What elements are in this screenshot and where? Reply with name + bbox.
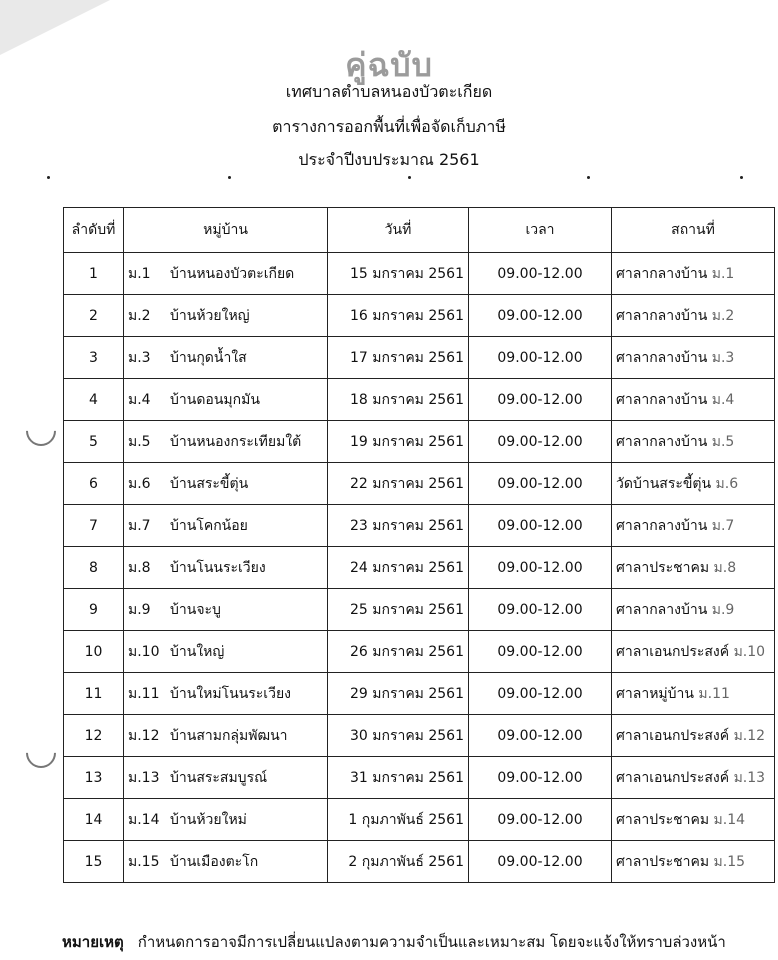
cell-village (124, 295, 328, 337)
cell-time: 09.00-12.00 (469, 715, 612, 757)
table-row (64, 337, 775, 379)
location-moo: ม.7 (711, 517, 735, 534)
cell-order: 7 (64, 505, 124, 547)
table-row (64, 463, 775, 505)
cell-location (612, 589, 775, 631)
cell-village (124, 505, 328, 547)
cell-order: 6 (64, 463, 124, 505)
cell-time: 09.00-12.00 (469, 379, 612, 421)
location-name: ศาลากลางบ้าน (616, 517, 708, 534)
cell-time: 09.00-12.00 (469, 799, 612, 841)
cell-date: 22 มกราคม 2561 (328, 463, 469, 505)
cell-time: 09.00-12.00 (469, 757, 612, 799)
village-moo: ม.2 (128, 307, 151, 324)
cell-village (124, 757, 328, 799)
table-row (64, 757, 775, 799)
scan-speck (228, 176, 231, 179)
cell-location (612, 673, 775, 715)
cell-location (612, 547, 775, 589)
village-moo: ม.11 (128, 685, 160, 702)
cell-village (124, 841, 328, 883)
cell-village (124, 715, 328, 757)
location-name: ศาลากลางบ้าน (616, 433, 708, 450)
cell-order: 2 (64, 295, 124, 337)
table-row (64, 673, 775, 715)
cell-location (612, 379, 775, 421)
cell-date: 17 มกราคม 2561 (328, 337, 469, 379)
cell-order: 3 (64, 337, 124, 379)
cell-order: 12 (64, 715, 124, 757)
location-moo: ม.11 (698, 685, 730, 702)
village-name: บ้านห้วยใหญ่ (170, 307, 250, 324)
village-moo: ม.15 (128, 853, 160, 870)
cell-location (612, 337, 775, 379)
village-name: บ้านหนองกระเทียมใต้ (170, 433, 302, 450)
cell-order: 13 (64, 757, 124, 799)
cell-location (612, 505, 775, 547)
cell-order: 11 (64, 673, 124, 715)
location-name: ศาลาเอนกประสงค์ (616, 727, 730, 744)
table-row (64, 505, 775, 547)
location-moo: ม.15 (713, 853, 746, 870)
location-moo: ม.2 (711, 307, 735, 324)
location-name: ศาลาเอนกประสงค์ (616, 769, 730, 786)
location-name: ศาลากลางบ้าน (616, 391, 708, 408)
cell-location (612, 253, 775, 295)
column-header-time: เวลา (469, 208, 612, 253)
scan-speck (740, 176, 743, 179)
cell-village (124, 547, 328, 589)
table-row (64, 715, 775, 757)
location-name: ศาลาประชาคม (616, 811, 710, 828)
village-name: บ้านสระขี้ตุ่น (170, 475, 249, 492)
cell-time: 09.00-12.00 (469, 841, 612, 883)
location-name: ศาลากลางบ้าน (616, 601, 708, 618)
village-name: บ้านกุดน้ำใส (170, 349, 247, 366)
location-name: ศาลาเอนกประสงค์ (616, 643, 730, 660)
cell-village (124, 589, 328, 631)
location-moo: ม.8 (713, 559, 737, 576)
cell-date: 19 มกราคม 2561 (328, 421, 469, 463)
binder-hole (20, 732, 62, 774)
column-header-location: สถานที่ (612, 208, 775, 253)
location-moo: ม.14 (713, 811, 746, 828)
scan-speck (47, 176, 50, 179)
cell-order: 14 (64, 799, 124, 841)
village-moo: ม.1 (128, 265, 151, 282)
location-name: ศาลากลางบ้าน (616, 265, 708, 282)
village-moo: ม.7 (128, 517, 151, 534)
cell-date: 26 มกราคม 2561 (328, 631, 469, 673)
cell-location (612, 631, 775, 673)
cell-time: 09.00-12.00 (469, 589, 612, 631)
cell-order: 5 (64, 421, 124, 463)
cell-time: 09.00-12.00 (469, 673, 612, 715)
village-name: บ้านสามกลุ่มพัฒนา (170, 727, 288, 744)
cell-date: 16 มกราคม 2561 (328, 295, 469, 337)
document-title-org: เทศบาลตำบลหนองบัวตะเกียด (285, 82, 493, 101)
table-row (64, 295, 775, 337)
cell-time: 09.00-12.00 (469, 505, 612, 547)
binder-hole (20, 410, 62, 452)
cell-village (124, 337, 328, 379)
cell-order: 1 (64, 253, 124, 295)
cell-village (124, 421, 328, 463)
cell-location (612, 841, 775, 883)
cell-location (612, 715, 775, 757)
location-moo: ม.12 (733, 727, 766, 744)
village-name: บ้านสระสมบูรณ์ (170, 769, 268, 786)
village-name: บ้านโนนระเวียง (170, 559, 266, 576)
village-moo: ม.6 (128, 475, 151, 492)
cell-order: 8 (64, 547, 124, 589)
scan-speck (587, 176, 590, 179)
document-title-schedule: ตารางการออกพื้นที่เพื่อจัดเก็บภาษี (272, 117, 506, 136)
cell-date: 25 มกราคม 2561 (328, 589, 469, 631)
village-name: บ้านห้วยใหม่ (170, 811, 247, 828)
cell-date: 15 มกราคม 2561 (328, 253, 469, 295)
location-moo: ม.1 (711, 265, 735, 282)
cell-order: 10 (64, 631, 124, 673)
location-moo: ม.4 (711, 391, 735, 408)
cell-date: 29 มกราคม 2561 (328, 673, 469, 715)
location-moo: ม.3 (711, 349, 735, 366)
cell-order: 4 (64, 379, 124, 421)
cell-date: 2 กุมภาพันธ์ 2561 (328, 841, 469, 883)
cell-date: 23 มกราคม 2561 (328, 505, 469, 547)
footnote-label: หมายเหตุ (62, 933, 124, 951)
cell-date: 18 มกราคม 2561 (328, 379, 469, 421)
cell-time: 09.00-12.00 (469, 295, 612, 337)
village-moo: ม.4 (128, 391, 151, 408)
cell-date: 31 มกราคม 2561 (328, 757, 469, 799)
village-name: บ้านดอนมุกมัน (170, 391, 260, 408)
location-moo: ม.5 (711, 433, 735, 450)
footnote-text: กำหนดการอาจมีการเปลี่ยนแปลงตามความจำเป็นและเหมาะสม โดยจะแจ้งให้ทราบล่วงหน้า (137, 933, 726, 951)
cell-village (124, 379, 328, 421)
cell-order: 9 (64, 589, 124, 631)
cell-village (124, 673, 328, 715)
table-row (64, 379, 775, 421)
village-moo: ม.5 (128, 433, 151, 450)
location-name: ศาลาประชาคม (616, 853, 710, 870)
table-row (64, 799, 775, 841)
village-name: บ้านหนองบัวตะเกียด (170, 265, 295, 282)
village-name: บ้านใหม่โนนระเวียง (170, 685, 291, 702)
location-moo: ม.13 (733, 769, 766, 786)
table-row (64, 841, 775, 883)
document-title-fiscal-year: ประจำปีงบประมาณ 2561 (298, 150, 480, 169)
cell-village (124, 463, 328, 505)
village-name: บ้านใหญ่ (170, 643, 225, 660)
column-header-date: วันที่ (328, 208, 469, 253)
cell-location (612, 463, 775, 505)
cell-time: 09.00-12.00 (469, 337, 612, 379)
cell-village (124, 799, 328, 841)
cell-time: 09.00-12.00 (469, 421, 612, 463)
location-name: ศาลาประชาคม (616, 559, 710, 576)
cell-location (612, 295, 775, 337)
location-moo: ม.10 (733, 643, 766, 660)
cell-location (612, 757, 775, 799)
table-row (64, 589, 775, 631)
village-moo: ม.14 (128, 811, 160, 828)
location-name: ศาลาหมู่บ้าน (616, 685, 694, 702)
scan-speck (408, 176, 411, 179)
village-moo: ม.10 (128, 643, 160, 660)
copy-stamp: คู่ฉบับ (345, 46, 433, 84)
village-moo: ม.13 (128, 769, 160, 786)
table-row (64, 547, 775, 589)
village-moo: ม.8 (128, 559, 151, 576)
table-header-row (64, 208, 775, 253)
cell-location (612, 421, 775, 463)
village-moo: ม.3 (128, 349, 151, 366)
cell-time: 09.00-12.00 (469, 253, 612, 295)
village-moo: ม.9 (128, 601, 151, 618)
table-row (64, 253, 775, 295)
location-moo: ม.6 (715, 475, 739, 492)
footnote (62, 930, 726, 954)
location-name: ศาลากลางบ้าน (616, 349, 708, 366)
cell-village (124, 253, 328, 295)
cell-date: 24 มกราคม 2561 (328, 547, 469, 589)
location-name: ศาลากลางบ้าน (616, 307, 708, 324)
column-header-village: หมู่บ้าน (124, 208, 328, 253)
village-name: บ้านโคกน้อย (170, 517, 248, 534)
village-name: บ้านเมืองตะโก (170, 853, 259, 870)
location-name: วัดบ้านสระขี้ตุ่น (616, 475, 712, 492)
cell-village (124, 631, 328, 673)
cell-location (612, 799, 775, 841)
cell-date: 1 กุมภาพันธ์ 2561 (328, 799, 469, 841)
tax-collection-schedule-table (63, 207, 775, 883)
cell-time: 09.00-12.00 (469, 547, 612, 589)
cell-date: 30 มกราคม 2561 (328, 715, 469, 757)
cell-time: 09.00-12.00 (469, 463, 612, 505)
cell-order: 15 (64, 841, 124, 883)
table-row (64, 421, 775, 463)
column-header-order: ลำดับที่ (64, 208, 124, 253)
location-moo: ม.9 (711, 601, 735, 618)
cell-time: 09.00-12.00 (469, 631, 612, 673)
village-moo: ม.12 (128, 727, 160, 744)
village-name: บ้านจะบู (170, 601, 221, 618)
table-row (64, 631, 775, 673)
